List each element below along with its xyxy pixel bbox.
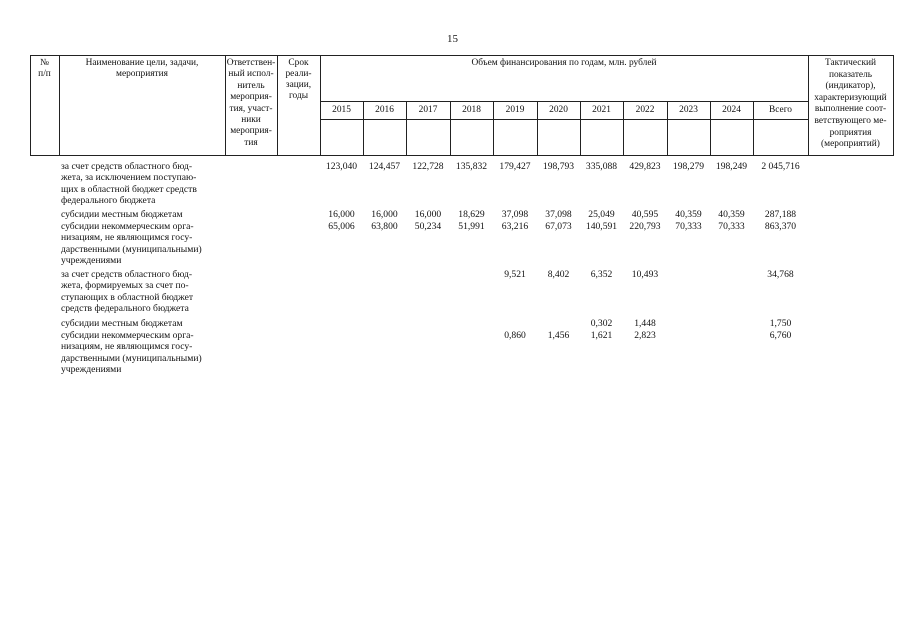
row-value: 67,073 (545, 221, 572, 232)
header-term: Срок реали- зации, годы (285, 58, 312, 101)
row-value: 16,000 (328, 209, 355, 220)
row-value: 18,629 (458, 209, 485, 220)
header-year: 2015 (332, 105, 351, 115)
years-header-border (320, 101, 808, 102)
row-value: 429,823 (629, 161, 661, 172)
row-value: 198,279 (672, 161, 705, 172)
row-value: 8,402 (547, 269, 570, 280)
header-num: № п/п (38, 58, 51, 79)
row-value: 37,098 (545, 209, 572, 220)
years-bottom-border (320, 119, 808, 120)
row-total: 2 045,716 (761, 161, 800, 172)
row-value: 140,591 (585, 221, 618, 232)
header-year: 2022 (635, 105, 655, 115)
row-value: 9,521 (504, 269, 526, 280)
row-value: 10,493 (631, 269, 659, 280)
row-value: 16,000 (371, 209, 398, 220)
header-year: 2020 (549, 105, 568, 115)
header-year: 2024 (722, 105, 741, 115)
row-description: субсидии некоммерческим орга- низациям, не являющимся госу- дарственными (муниципальными) учреждениями (61, 330, 202, 376)
header-year: 2021 (592, 105, 611, 115)
row-value: 70,333 (675, 221, 702, 232)
row-value: 0,302 (590, 318, 613, 329)
header-bottom-border (30, 155, 893, 156)
row-value: 63,800 (371, 221, 398, 232)
header-name: Наименование цели, задачи, мероприятия (85, 58, 199, 79)
row-value: 6,352 (590, 269, 613, 280)
row-value: 37,098 (501, 209, 529, 220)
row-description: субсидии некоммерческим орга- низациям, не являющимся госу- дарственными (муниципальными) учреждениями (61, 221, 202, 267)
page-number: 15 (447, 33, 458, 45)
row-value: 63,216 (501, 221, 529, 232)
row-total: 1,750 (769, 318, 792, 329)
row-value: 220,793 (629, 221, 661, 232)
row-total: 863,370 (764, 221, 797, 232)
row-total: 34,768 (767, 269, 794, 280)
row-value: 122,728 (412, 161, 444, 172)
row-description: субсидии местным бюджетам (61, 209, 183, 220)
row-value: 335,088 (585, 161, 618, 172)
header-year: 2023 (679, 105, 698, 115)
row-value: 123,040 (325, 161, 358, 172)
header-indicator: Тактический показатель (индикатор), характеризующий выполнение соот- ветствующего ме- роприятия (мероприятий) (814, 58, 887, 150)
row-value: 1,621 (590, 330, 613, 341)
row-description: за счет средств областного бюд- жета, формируемых за счет по- ступающих в областной бюджет средств федерального бюджета (61, 269, 194, 315)
row-value: 70,333 (718, 221, 745, 232)
row-value: 65,006 (328, 221, 355, 232)
row-description: субсидии местным бюджетам (61, 318, 183, 329)
table-top-border (30, 55, 893, 56)
row-value: 1,456 (547, 330, 570, 341)
header-year-total: Всего (769, 105, 792, 115)
row-description: за счет средств областного бюд- жета, за исключением поступаю- щих в областной бюджет средств федерального бюджета (61, 161, 197, 207)
row-value: 1,448 (634, 318, 656, 329)
header-year: 2016 (375, 105, 394, 115)
header-year: 2019 (505, 105, 525, 115)
header-year: 2018 (462, 105, 481, 115)
row-value: 25,049 (588, 209, 615, 220)
row-value: 198,249 (715, 161, 748, 172)
row-total: 287,188 (764, 209, 797, 220)
row-value: 40,359 (675, 209, 702, 220)
row-value: 50,234 (414, 221, 442, 232)
row-value: 124,457 (368, 161, 401, 172)
row-value: 40,595 (631, 209, 659, 220)
row-value: 40,359 (718, 209, 745, 220)
header-responsible: Ответствен- ный испол- нитель мероприя- тия, участ- ники мероприя- тия (226, 58, 276, 148)
row-total: 6,760 (769, 330, 792, 341)
row-value: 198,793 (542, 161, 575, 172)
row-value: 2,823 (634, 330, 656, 341)
row-value: 135,832 (455, 161, 488, 172)
row-value: 0,860 (504, 330, 526, 341)
row-value: 51,991 (458, 221, 485, 232)
row-value: 179,427 (499, 161, 531, 172)
header-year: 2017 (418, 105, 438, 115)
row-value: 16,000 (414, 209, 442, 220)
table-right-border (893, 55, 894, 156)
header-funding: Объем финансирования по годам, млн. рублей (471, 58, 657, 68)
